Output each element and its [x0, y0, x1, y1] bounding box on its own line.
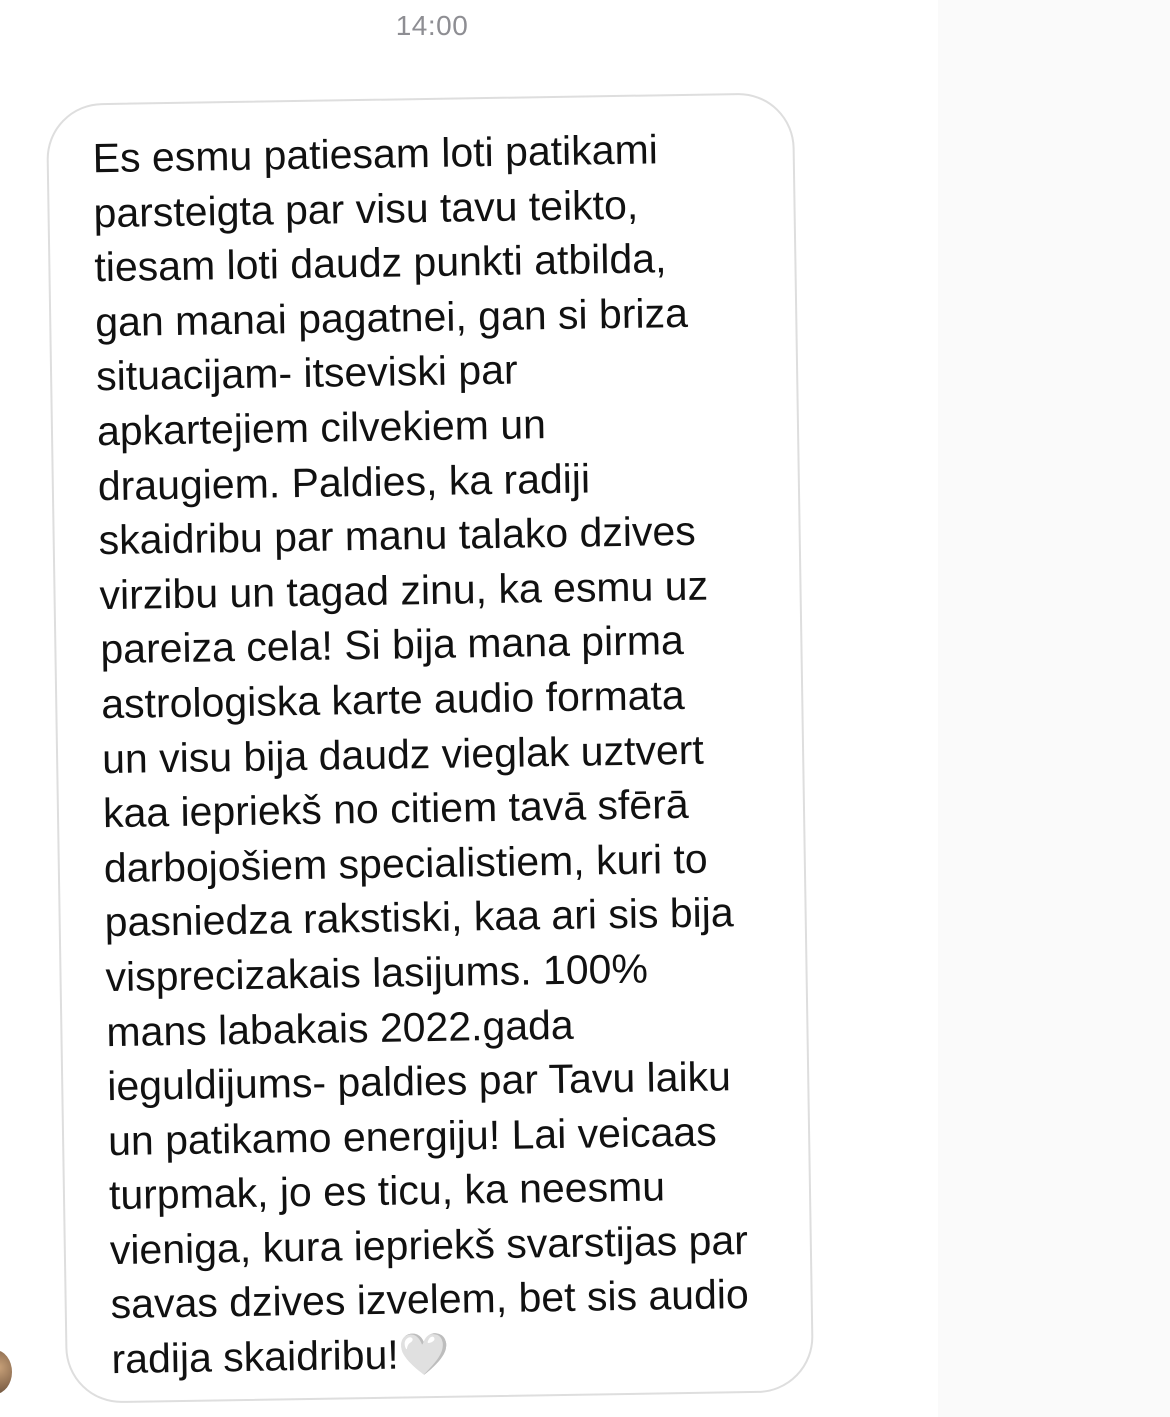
adjacent-panel-edge: [938, 0, 1170, 1417]
message-timestamp: 14:00: [395, 10, 469, 41]
white-heart-icon: 🤍: [398, 1329, 451, 1379]
message-body: Es esmu patiesam loti patikami parsteigta par visu tavu teikto, tiesam loti daudz punkti atbilda, gan manai pagatnei, gan si briza situacijam- itseviski par apkartejiem cilvekiem un draugiem. Paldies, ka radiji skaidribu par manu talako dzives virzibu un tagad zinu, ka esmu uz pareiza cela! Si bija mana pirma astrologiska karte audio formata un visu bija daudz vieglak uztvert kaa iepriekš no citiem tavā sfērā darbojošiem specialistiem, kuri to pasniedza rakstiski, kaa ari sis bija visprecizakais lasijums. 100% mans labakais 2022.gada ieguldijums- paldies par Tavu laiku un patikamo energiju! Lai veicaas turpmak, jo es ticu, ka neesmu vieniga, kura iepriekš svarstijas par savas dzives izvelem, bet sis audio radija skaidribu!: [92, 126, 750, 1383]
message-text: [92, 121, 792, 1387]
sender-avatar-icon[interactable]: [0, 1350, 12, 1394]
incoming-message-bubble[interactable]: [46, 92, 814, 1404]
